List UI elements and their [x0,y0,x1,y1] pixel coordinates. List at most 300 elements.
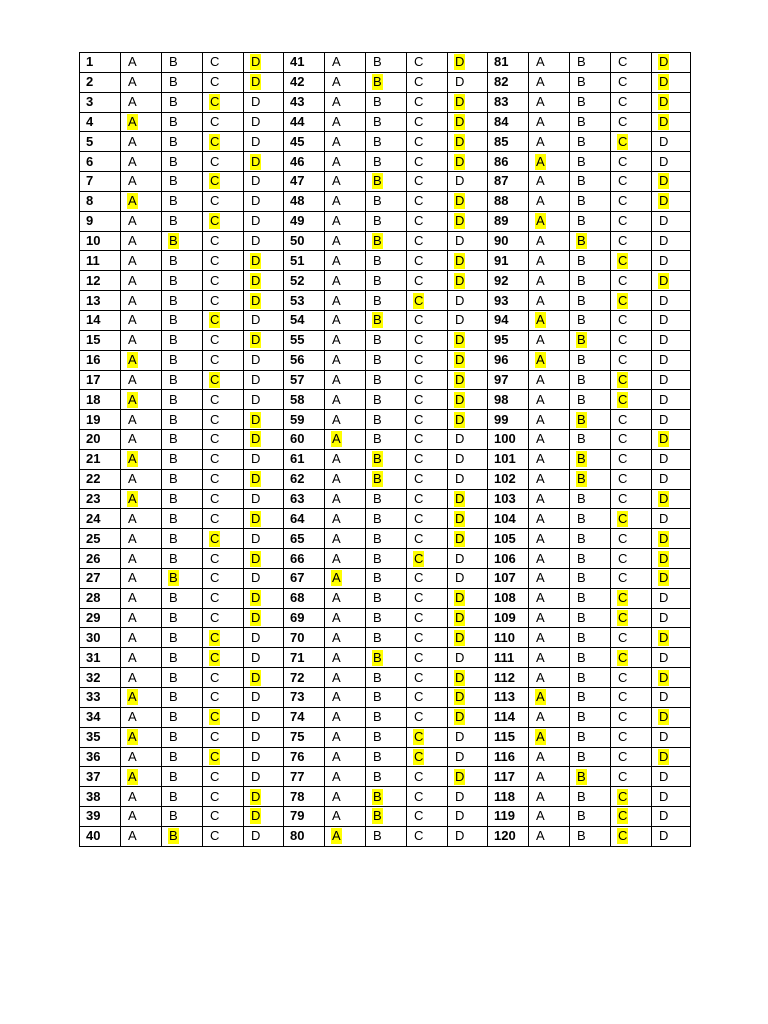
question-number: 69 [284,608,325,628]
option-label: A [536,54,545,70]
option-cell [162,330,203,350]
option-cell [652,112,691,132]
option-label: D [455,312,465,328]
correct-option-label: D [455,113,465,129]
correct-option-label: C [618,828,628,844]
correct-option-label: D [251,610,261,626]
option-label: D [455,292,465,308]
option-cell [570,787,611,807]
answer-row [80,211,691,231]
correct-option-label: D [251,272,261,288]
option-cell [121,350,162,370]
option-cell [529,53,570,73]
option-cell [448,172,488,192]
option-cell [325,628,366,648]
option-cell [611,112,652,132]
option-cell [611,568,652,588]
option-cell [366,172,407,192]
option-cell [570,370,611,390]
option-label: B [169,371,178,387]
option-cell [162,211,203,231]
option-cell [570,727,611,747]
option-cell [652,53,691,73]
option-label: D [251,94,261,110]
option-label: A [536,332,545,348]
question-number: 98 [488,390,529,410]
option-label: D [455,451,465,467]
option-cell [121,172,162,192]
option-label: A [332,590,341,606]
correct-option-label: A [128,113,137,129]
question-number: 9 [80,211,121,231]
option-cell [162,191,203,211]
option-cell [325,688,366,708]
option-cell [652,430,691,450]
option-label: A [332,649,341,665]
answer-row [80,469,691,489]
option-cell [611,92,652,112]
option-cell [366,767,407,787]
answer-row [80,747,691,767]
answer-row [80,688,691,708]
option-cell [448,410,488,430]
option-label: A [332,54,341,70]
answer-row [80,410,691,430]
correct-option-label: C [618,610,628,626]
option-label: B [169,113,178,129]
option-cell [244,251,284,271]
option-label: C [210,689,220,705]
option-label: B [373,768,382,784]
question-number: 3 [80,92,121,112]
option-cell [529,529,570,549]
option-cell [121,370,162,390]
option-cell [652,291,691,311]
option-label: C [618,451,628,467]
option-label: A [332,193,341,209]
option-label: D [659,808,669,824]
option-cell [121,588,162,608]
option-label: B [373,590,382,606]
option-cell [529,112,570,132]
option-cell [325,826,366,846]
option-label: B [577,629,586,645]
answer-row [80,568,691,588]
option-label: C [414,74,424,90]
option-label: D [659,411,669,427]
option-cell [448,350,488,370]
question-number: 115 [488,727,529,747]
option-cell [203,449,244,469]
option-cell [570,449,611,469]
correct-option-label: B [577,451,586,467]
option-label: C [210,570,220,586]
option-cell [407,767,448,787]
option-cell [244,72,284,92]
option-label: A [128,590,137,606]
option-cell [203,648,244,668]
option-cell [203,668,244,688]
option-cell [611,330,652,350]
option-cell [529,509,570,529]
answer-row [80,310,691,330]
option-cell [244,53,284,73]
option-cell [325,807,366,827]
option-label: A [128,233,137,249]
option-cell [611,370,652,390]
question-number: 41 [284,53,325,73]
option-cell [529,172,570,192]
option-label: D [659,292,669,308]
correct-option-label: B [577,411,586,427]
option-cell [244,688,284,708]
option-cell [652,529,691,549]
option-cell [203,231,244,251]
option-cell [448,72,488,92]
option-label: B [577,431,586,447]
option-label: A [536,828,545,844]
question-number: 91 [488,251,529,271]
option-cell [162,668,203,688]
option-label: C [618,689,628,705]
option-cell [570,430,611,450]
option-cell [162,588,203,608]
option-cell [611,489,652,509]
option-label: A [536,292,545,308]
answer-row [80,549,691,569]
option-cell [203,688,244,708]
question-number: 27 [80,568,121,588]
option-label: A [128,471,137,487]
option-label: C [210,391,220,407]
option-label: D [251,213,261,229]
option-cell [611,251,652,271]
question-number: 109 [488,608,529,628]
option-label: A [128,94,137,110]
option-cell [529,449,570,469]
option-label: C [414,570,424,586]
option-label: B [373,54,382,70]
option-label: B [577,173,586,189]
correct-option-label: D [251,292,261,308]
option-cell [570,807,611,827]
correct-option-label: C [210,173,220,189]
correct-option-label: D [251,252,261,268]
option-label: A [536,490,545,506]
option-cell [244,529,284,549]
question-number: 70 [284,628,325,648]
option-label: A [536,510,545,526]
option-label: B [577,570,586,586]
option-cell [407,688,448,708]
option-label: B [169,669,178,685]
option-label: B [577,252,586,268]
option-cell [366,549,407,569]
option-label: B [169,272,178,288]
option-label: C [618,530,628,546]
option-label: A [128,133,137,149]
option-label: C [210,54,220,70]
option-cell [366,628,407,648]
option-label: A [128,371,137,387]
option-cell [244,370,284,390]
option-cell [121,291,162,311]
answer-row [80,767,691,787]
option-label: A [128,312,137,328]
option-cell [244,727,284,747]
option-label: D [455,808,465,824]
option-cell [570,72,611,92]
option-label: C [414,312,424,328]
option-cell [203,92,244,112]
option-cell [407,549,448,569]
option-label: B [169,808,178,824]
option-label: B [169,332,178,348]
option-cell [611,747,652,767]
correct-option-label: C [210,312,220,328]
option-cell [162,767,203,787]
option-label: A [536,133,545,149]
option-cell [121,390,162,410]
option-cell [570,291,611,311]
option-cell [652,469,691,489]
option-label: B [169,352,178,368]
option-cell [162,53,203,73]
option-label: C [414,213,424,229]
option-cell [325,668,366,688]
option-cell [652,172,691,192]
correct-option-label: D [455,213,465,229]
option-cell [570,549,611,569]
option-label: B [577,312,586,328]
question-number: 90 [488,231,529,251]
option-cell [162,172,203,192]
option-cell [570,509,611,529]
question-number: 48 [284,191,325,211]
option-cell [162,747,203,767]
option-cell [244,568,284,588]
option-cell [325,568,366,588]
option-label: C [414,828,424,844]
option-label: A [536,411,545,427]
option-label: D [251,371,261,387]
question-number: 108 [488,588,529,608]
option-cell [652,310,691,330]
option-label: C [210,808,220,824]
option-cell [121,688,162,708]
question-number: 73 [284,688,325,708]
option-label: B [577,213,586,229]
question-number: 45 [284,132,325,152]
option-cell [244,231,284,251]
option-cell [407,568,448,588]
question-number: 82 [488,72,529,92]
option-label: B [169,451,178,467]
question-number: 17 [80,370,121,390]
option-label: D [659,332,669,348]
option-cell [529,72,570,92]
option-cell [448,529,488,549]
option-cell [529,211,570,231]
answer-row [80,430,691,450]
option-cell [570,529,611,549]
option-label: C [210,471,220,487]
correct-option-label: A [332,431,341,447]
question-number: 113 [488,688,529,708]
correct-option-label: A [536,352,545,368]
answer-row [80,648,691,668]
option-cell [448,489,488,509]
option-label: D [251,133,261,149]
option-label: C [414,610,424,626]
option-cell [366,191,407,211]
option-label: C [210,272,220,288]
question-number: 63 [284,489,325,509]
option-label: A [332,550,341,566]
option-cell [652,509,691,529]
question-number: 71 [284,648,325,668]
option-label: B [373,352,382,368]
option-label: D [455,788,465,804]
option-label: D [251,193,261,209]
question-number: 92 [488,271,529,291]
correct-option-label: B [373,649,382,665]
correct-option-label: C [210,133,220,149]
option-label: B [577,371,586,387]
question-number: 94 [488,310,529,330]
option-label: B [577,808,586,824]
option-cell [366,152,407,172]
option-label: A [536,471,545,487]
option-label: D [251,709,261,725]
option-label: B [577,153,586,169]
question-number: 78 [284,787,325,807]
option-label: C [618,490,628,506]
option-cell [244,291,284,311]
option-cell [570,747,611,767]
option-cell [244,668,284,688]
option-cell [407,310,448,330]
option-label: D [659,312,669,328]
option-cell [203,747,244,767]
option-label: C [618,352,628,368]
option-cell [570,211,611,231]
option-cell [448,767,488,787]
option-label: C [414,391,424,407]
option-cell [529,747,570,767]
option-cell [203,112,244,132]
option-cell [570,489,611,509]
option-label: D [659,391,669,407]
option-label: A [332,490,341,506]
option-label: A [128,213,137,229]
question-number: 67 [284,568,325,588]
correct-option-label: D [455,272,465,288]
option-cell [244,430,284,450]
option-cell [407,271,448,291]
option-cell [366,330,407,350]
option-cell [448,251,488,271]
option-cell [325,410,366,430]
option-label: B [169,213,178,229]
option-label: B [373,530,382,546]
option-cell [611,350,652,370]
question-number: 4 [80,112,121,132]
option-cell [325,747,366,767]
option-cell [244,648,284,668]
option-cell [570,608,611,628]
question-number: 85 [488,132,529,152]
question-number: 65 [284,529,325,549]
answer-row [80,449,691,469]
option-cell [366,529,407,549]
option-label: A [332,94,341,110]
option-label: A [332,451,341,467]
option-cell [203,549,244,569]
option-cell [570,92,611,112]
option-cell [652,549,691,569]
option-label: B [373,332,382,348]
answer-row [80,271,691,291]
option-cell [162,688,203,708]
option-label: C [210,352,220,368]
question-number: 75 [284,727,325,747]
option-label: A [128,153,137,169]
correct-option-label: D [659,629,669,645]
question-number: 59 [284,410,325,430]
question-number: 105 [488,529,529,549]
option-cell [611,191,652,211]
option-cell [570,112,611,132]
option-label: B [169,550,178,566]
option-cell [448,112,488,132]
question-number: 36 [80,747,121,767]
option-cell [203,509,244,529]
question-number: 66 [284,549,325,569]
option-label: D [659,768,669,784]
option-label: C [414,768,424,784]
option-cell [529,549,570,569]
option-cell [448,727,488,747]
option-cell [529,648,570,668]
option-cell [325,549,366,569]
option-cell [244,628,284,648]
option-label: C [414,510,424,526]
question-number: 35 [80,727,121,747]
option-cell [652,72,691,92]
option-label: A [128,411,137,427]
question-number: 97 [488,370,529,390]
option-cell [529,826,570,846]
option-cell [244,787,284,807]
correct-option-label: D [455,669,465,685]
option-cell [652,707,691,727]
option-cell [203,807,244,827]
answer-row [80,668,691,688]
correct-option-label: C [210,530,220,546]
option-cell [203,430,244,450]
question-number: 72 [284,668,325,688]
option-cell [652,231,691,251]
question-number: 19 [80,410,121,430]
correct-option-label: D [455,530,465,546]
option-cell [366,727,407,747]
option-cell [407,231,448,251]
option-cell [407,608,448,628]
correct-option-label: A [128,451,137,467]
question-number: 116 [488,747,529,767]
question-number: 83 [488,92,529,112]
